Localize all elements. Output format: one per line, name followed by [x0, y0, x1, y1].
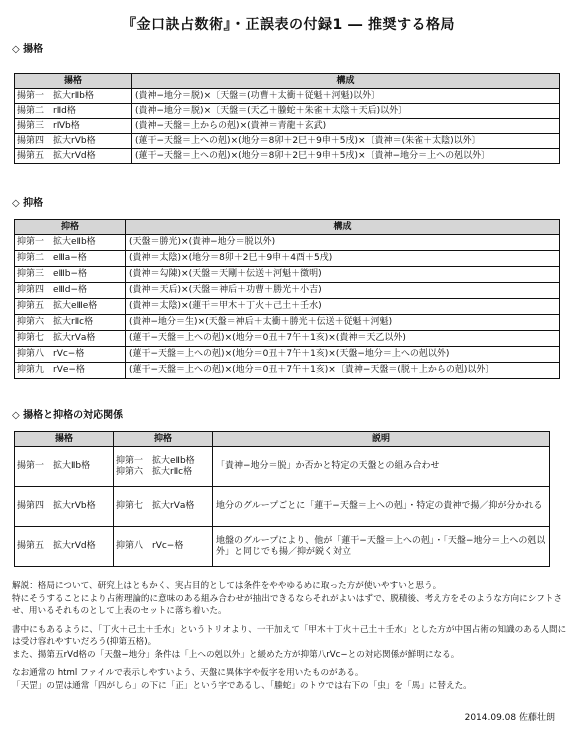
yoku-name: 抑第九 rⅤe−格: [15, 363, 126, 379]
corr-yang: 揚第四 拡大rⅤb格: [15, 487, 114, 527]
explanation-block: [12, 580, 567, 692]
table-row: [15, 89, 560, 104]
yang-name: 揚第一 拡大rⅡb格: [15, 89, 132, 104]
yang-composition: (貴神−地分＝脱)×〔天盤＝(天乙＋螣蛇＋朱雀＋太陰＋天后)以外〕: [132, 104, 560, 119]
yoku-name: 抑第八 rⅤc−格: [15, 347, 126, 363]
yoku-composition: (天盤＝勝光)×(貴神−地分＝脱以外): [126, 235, 560, 251]
table-row: [15, 527, 550, 567]
yoku-composition: (貴神＝天后)×(天盤＝神后＋功曹＋勝光＋小吉): [126, 283, 560, 299]
yoku-name: 抑第七 拡大rⅤa格: [15, 331, 126, 347]
table-row: [15, 299, 560, 315]
yoku-composition: (蓮干−天盤＝上への剋)×(地分＝0丑＋7午＋1亥)×(天盤−地分＝上への剋以外): [126, 347, 560, 363]
table-row: [15, 251, 560, 267]
yoku-composition: (貴神＝太陰)×(地分＝8卯＋2巳＋9申＋4酉＋5戌): [126, 251, 560, 267]
table-row: [15, 331, 560, 347]
yoku-name: 抑第六 拡大rⅡc格: [15, 315, 126, 331]
table-row: [15, 315, 560, 331]
yang-col-header: 揚格: [15, 432, 114, 447]
page-title: 『金口訣占数術』・正誤表の付録1 ― 推奨する格局: [122, 17, 455, 33]
explanation-paragraph: 解説：格局について、研究上はともかく、実占目的としては条件をややゆるめに取った方が使いやすいと思う。: [12, 581, 442, 591]
table-row: [15, 487, 550, 527]
yoku-col-header: 抑格: [15, 220, 126, 235]
kousei-col-header: 構成: [132, 74, 560, 89]
yoku-composition: (貴神＝勾陳)×(天盤＝天剛＋伝送＋河魁＋徴明): [126, 267, 560, 283]
table-row: [15, 119, 560, 134]
section-correspondence-heading: ◇ 揚格と抑格の対応関係: [12, 410, 124, 421]
yang-name: 揚第二 rⅡd格: [15, 104, 132, 119]
corr-yoku: 抑第七 拡大rⅤa格: [114, 487, 213, 527]
yoku-name: 抑第四 eⅢd−格: [15, 283, 126, 299]
yang-table: [14, 73, 560, 164]
yoku-composition: (貴神−地分＝生)×(天盤＝神后＋太衝＋勝光＋伝送＋従魁＋河魁): [126, 315, 560, 331]
yang-composition: (蓮干−天盤＝上への剋)×(地分＝8卯＋2巳＋9申＋5戌)×〔貴神−地分＝上への剋以外〕: [132, 149, 560, 164]
explanation-paragraph: 特にそうすることにより占術理論的に意味のある組み合わせが抽出できるならそれがよいはずで、脱積後、考え方をそのような方向にシフトさせ、用いるそれものとして上表のセットに落ち着いた。: [12, 593, 563, 616]
yoku-composition: (蓮干−天盤＝上への剋)×(地分＝0丑＋7午＋1亥)×〔貴神−天盤＝(脱＋上からの剋)以外〕: [126, 363, 560, 379]
yang-composition: (貴神−地分＝脱)×〔天盤＝(功曹＋太衝＋従魁＋河魁)以外〕: [132, 89, 560, 104]
kousei-col-header: 構成: [126, 220, 560, 235]
yoku-name: 抑第五 拡大eⅢe格: [15, 299, 126, 315]
table-row: [15, 347, 560, 363]
yoku-name: 抑第一 拡大eⅡb格: [15, 235, 126, 251]
explanation-paragraph: また、揚第五rⅤd格の「天盤−地分」条件は「上への剋以外」と緩めた方が抑第八rⅤc−との対応関係が鮮明になる。: [12, 649, 460, 660]
table-row: [15, 134, 560, 149]
table-row: [15, 447, 550, 487]
corr-yoku-line: 抑第一 拡大eⅡb格: [116, 456, 195, 467]
yoku-col-header: 抑格: [114, 432, 213, 447]
yang-name: 揚第三 rⅣb格: [15, 119, 132, 134]
yang-name: 揚第五 拡大rⅤd格: [15, 149, 132, 164]
corr-yoku: [114, 447, 213, 487]
yoku-composition: (貴神＝太陰)×(蓮干＝甲木＋丁火＋己土＋壬水): [126, 299, 560, 315]
corr-yang: 揚第五 拡大rⅤd格: [15, 527, 114, 567]
yang-composition: (蓮干−天盤＝上への剋)×(地分＝8卯＋2巳＋9申＋5戌)×〔貴神＝(朱雀＋太陰)以外〕: [132, 134, 560, 149]
corr-yoku: 抑第八 rⅤc−格: [114, 527, 213, 567]
table-row: [15, 235, 560, 251]
table-row: [15, 363, 560, 379]
yoku-table: [14, 219, 560, 379]
explanation-paragraph: 書中にもあるように、「丁火＋己土＋壬水」というトリオより、一干加えて「甲木＋丁火＋己土＋壬水」とした方が中国占術の知識のある人間には受け容れやすいだろう(抑第五格)。: [12, 624, 567, 647]
yang-name: 揚第四 拡大rⅤb格: [15, 134, 132, 149]
yoku-composition: (蓮干−天盤＝上への剋)×(地分＝0丑＋7午＋1亥)×(貴神＝天乙以外): [126, 331, 560, 347]
yang-composition: (貴神−天盤＝上からの剋)×(貴神＝青龍＋玄武): [132, 119, 560, 134]
explanation-paragraph: 「天罡」の罡は通常「四がしら」の下に「正」という字であるし、「螣蛇」のトウでは右下の「虫」を「馬」に替えた。: [12, 680, 472, 691]
setsumei-col-header: 説明: [213, 432, 550, 447]
table-row: [15, 283, 560, 299]
section-yang-heading: ◇ 揚格: [12, 44, 44, 55]
corr-description: 地盤のグループにより、他が「蓮干−天盤＝上への剋」・「天盤−地分＝上への剋以外」と同じでも揚／抑が鋭く対立: [213, 527, 550, 567]
corr-yoku-line: 抑第六 拡大rⅡc格: [116, 466, 193, 477]
section-yoku-heading: ◇ 抑格: [12, 198, 44, 209]
corr-description: 地分のグループごとに「蓮干−天盤＝上への剋」・特定の貴神で揚／抑が分かれる: [213, 487, 550, 527]
table-row: [15, 149, 560, 164]
yang-col-header: 揚格: [15, 74, 132, 89]
yoku-name: 抑第三 eⅢb−格: [15, 267, 126, 283]
corr-yang: 揚第一 拡大Ⅱb格: [15, 447, 114, 487]
signature-date: 2014.09.08 佐藤壮朗: [464, 713, 555, 723]
corr-description: 「貴神−地分＝脱」か否かと特定の天盤との組み合わせ: [213, 447, 550, 487]
table-row: [15, 267, 560, 283]
yoku-name: 抑第二 eⅢa−格: [15, 251, 126, 267]
correspondence-table: [14, 431, 550, 567]
table-row: [15, 104, 560, 119]
explanation-paragraph: なお通常の html ファイルで表示しやすいよう、天盤に異体字や仮字を用いたものがある。: [12, 668, 364, 678]
